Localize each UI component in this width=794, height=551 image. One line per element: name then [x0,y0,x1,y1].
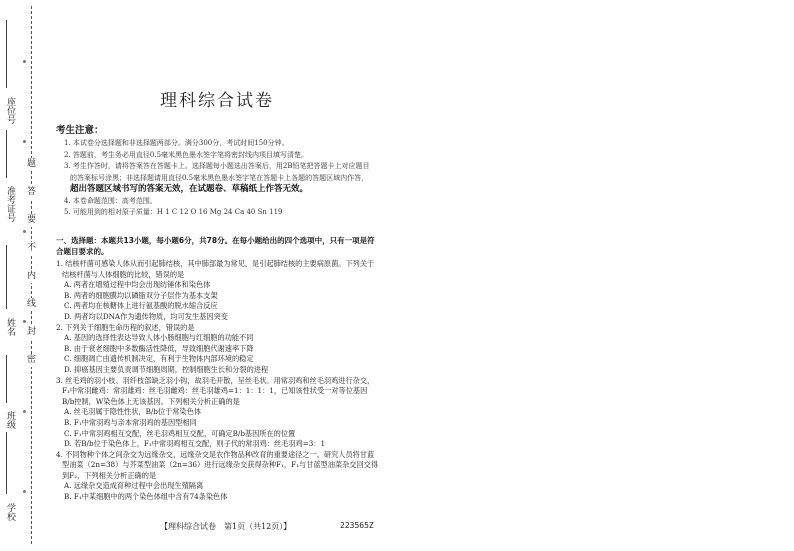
question-stem: 1. 结核杆菌可感染人体从而引起肺结核，其中肺部最为常见，是引起肺结核的主要病原菌。下列关于结核杆菌与人体细胞的比较，错误的是 [56,259,375,279]
school-label: 学校 [5,503,15,521]
answer-option: B. F₁中常羽鸡与亲本常羽鸡的基因型相同 [64,417,197,427]
school-blank [6,432,7,494]
seal-char: 线 [26,299,36,309]
question-2 [56,323,379,376]
seal-char: 要 [26,215,36,225]
note-item [56,161,376,196]
exam-code: 223565Z [340,521,374,530]
question-stem: 2. 下列关于细胞生命历程的叙述，错误的是 [56,322,195,332]
seat-number-blank [6,20,7,88]
answer-option: D. 若B/b位于染色体上，F₁中常羽鸡相互交配，则子代的常羽鸡：丝毛羽鸡=3：1 [64,439,326,449]
note-item: 4. 本卷命题范围：高考范围。 [64,196,157,205]
question-1 [56,259,379,323]
seal-char: 密 [26,355,36,365]
answer-option: C. 细胞凋亡由遗传机制决定，有利于生物体内部环境的稳定 [64,354,254,364]
note-item-text: 3. 考生作答时，请将答案答在答题卡上。选择题每小题选出答案后，用2B铅笔把答题卡上对应题目的答案标号涂黑；非选择题请用直径0.5毫米黑色墨水签字笔在答题卡上各题的答题区域内作答， [64,162,370,182]
exam-number-label: 准考证号 [5,186,15,222]
note-emphasis: 超出答题区域书写的答案无效，在试题卷、草稿纸上作答无效。 [70,184,309,194]
exam-notes [56,124,376,219]
page-footer: 【理科综合试卷 第1页（共12页）】 [160,522,292,531]
exam-number-blank [6,130,7,178]
question-4 [56,450,379,503]
answer-option: A. 基因的选择性表达导致人体小肠细胞与红细胞的功能不同 [64,333,254,343]
question-stem: 4. 不同物种个体之间杂交为远缘杂交，远缘杂交是农作物品种改育的重要途径之一。研究人员将甘蓝型油菜（2n=38）与芥菜型油菜（2n=36）进行远缘杂交获得杂种F₁，F₁与甘蓝型油菜杂交回交得到F₂，下列相关分析正确的是 [56,449,379,480]
binding-margin [0,0,44,551]
name-label: 姓名 [5,318,15,336]
answer-option: A. 远缘杂交造成育种过程中会出现生殖隔离 [64,481,204,491]
seal-char: 题 [26,159,36,169]
question-3 [56,376,379,450]
answer-option: B. F₁中某细胞中的两个染色体组中含有74条染色体 [64,492,228,502]
answer-option: B. 两者的细胞膜均以磷脂双分子层作为基本支架 [64,290,218,300]
answer-option: D. 抑癌基因主要负责调节细胞周期，控制细胞生长和分裂的进程 [64,364,269,374]
seal-char: 不 [26,243,36,253]
name-blank [6,245,7,309]
seal-char: 封 [26,327,36,337]
answer-option: C. F₁中常羽鸡相互交配，丝毛羽鸡相互交配，可确定B/b基因所在的位置 [64,428,296,438]
seat-number-label: 座位号 [5,97,15,124]
answer-option: C. 两者均在核糖体上进行氨基酸的脱水缩合反应 [64,301,218,311]
note-item: 5. 可能用到的相对原子质量：H 1 C 12 O 16 Mg 24 Ca 40 Sn 119 [64,208,283,216]
seal-char: 内 [26,271,36,281]
note-item: 1. 本试卷分选择题和非选择题两部分。满分300分，考试时间150分钟。 [64,139,289,147]
class-blank [6,355,7,403]
note-item: 2. 答题前，考生务必用直径0.5毫米黑色墨水签字笔将密封线内项目填写清楚。 [64,150,309,159]
notes-heading: 考生注意： [56,125,104,136]
answer-option: D. 两者均以DNA作为遗传物质，均可发生基因突变 [64,311,228,321]
class-label: 班级 [5,411,15,429]
section-heading: 一、选择题：本题共13小题，每小题6分，共78分。在每小题给出的四个选项中，只有一项是符合题目要求的。 [56,236,375,256]
answer-option: A. 两者在增殖过程中均会出现纺锤体和染色体 [64,280,211,290]
answer-option: A. 丝毛羽属于隐性性状，B/b位于常染色体 [64,407,202,417]
question-list [56,259,379,503]
page-title: 理科综合试卷 [160,91,274,111]
answer-option: B. 由于衰老细胞中多数酶活性降低，导致细胞代谢速率下降 [64,343,254,353]
question-stem: 3. 丝毛鸡的羽小枝、羽纤枝部缺乏羽小钩，故羽毛开散，呈丝毛状。用常羽鸡和丝毛羽鸡进行杂交，F₁中常羽雌鸡：常羽雄鸡：丝毛羽雌鸡：丝毛羽雄鸡=1：1：1：1，已知该性状受一对等位基因B/b控制，W染色体上无该基因。下列相关分析正确的是 [56,375,375,406]
seal-char: 答 [26,187,36,197]
